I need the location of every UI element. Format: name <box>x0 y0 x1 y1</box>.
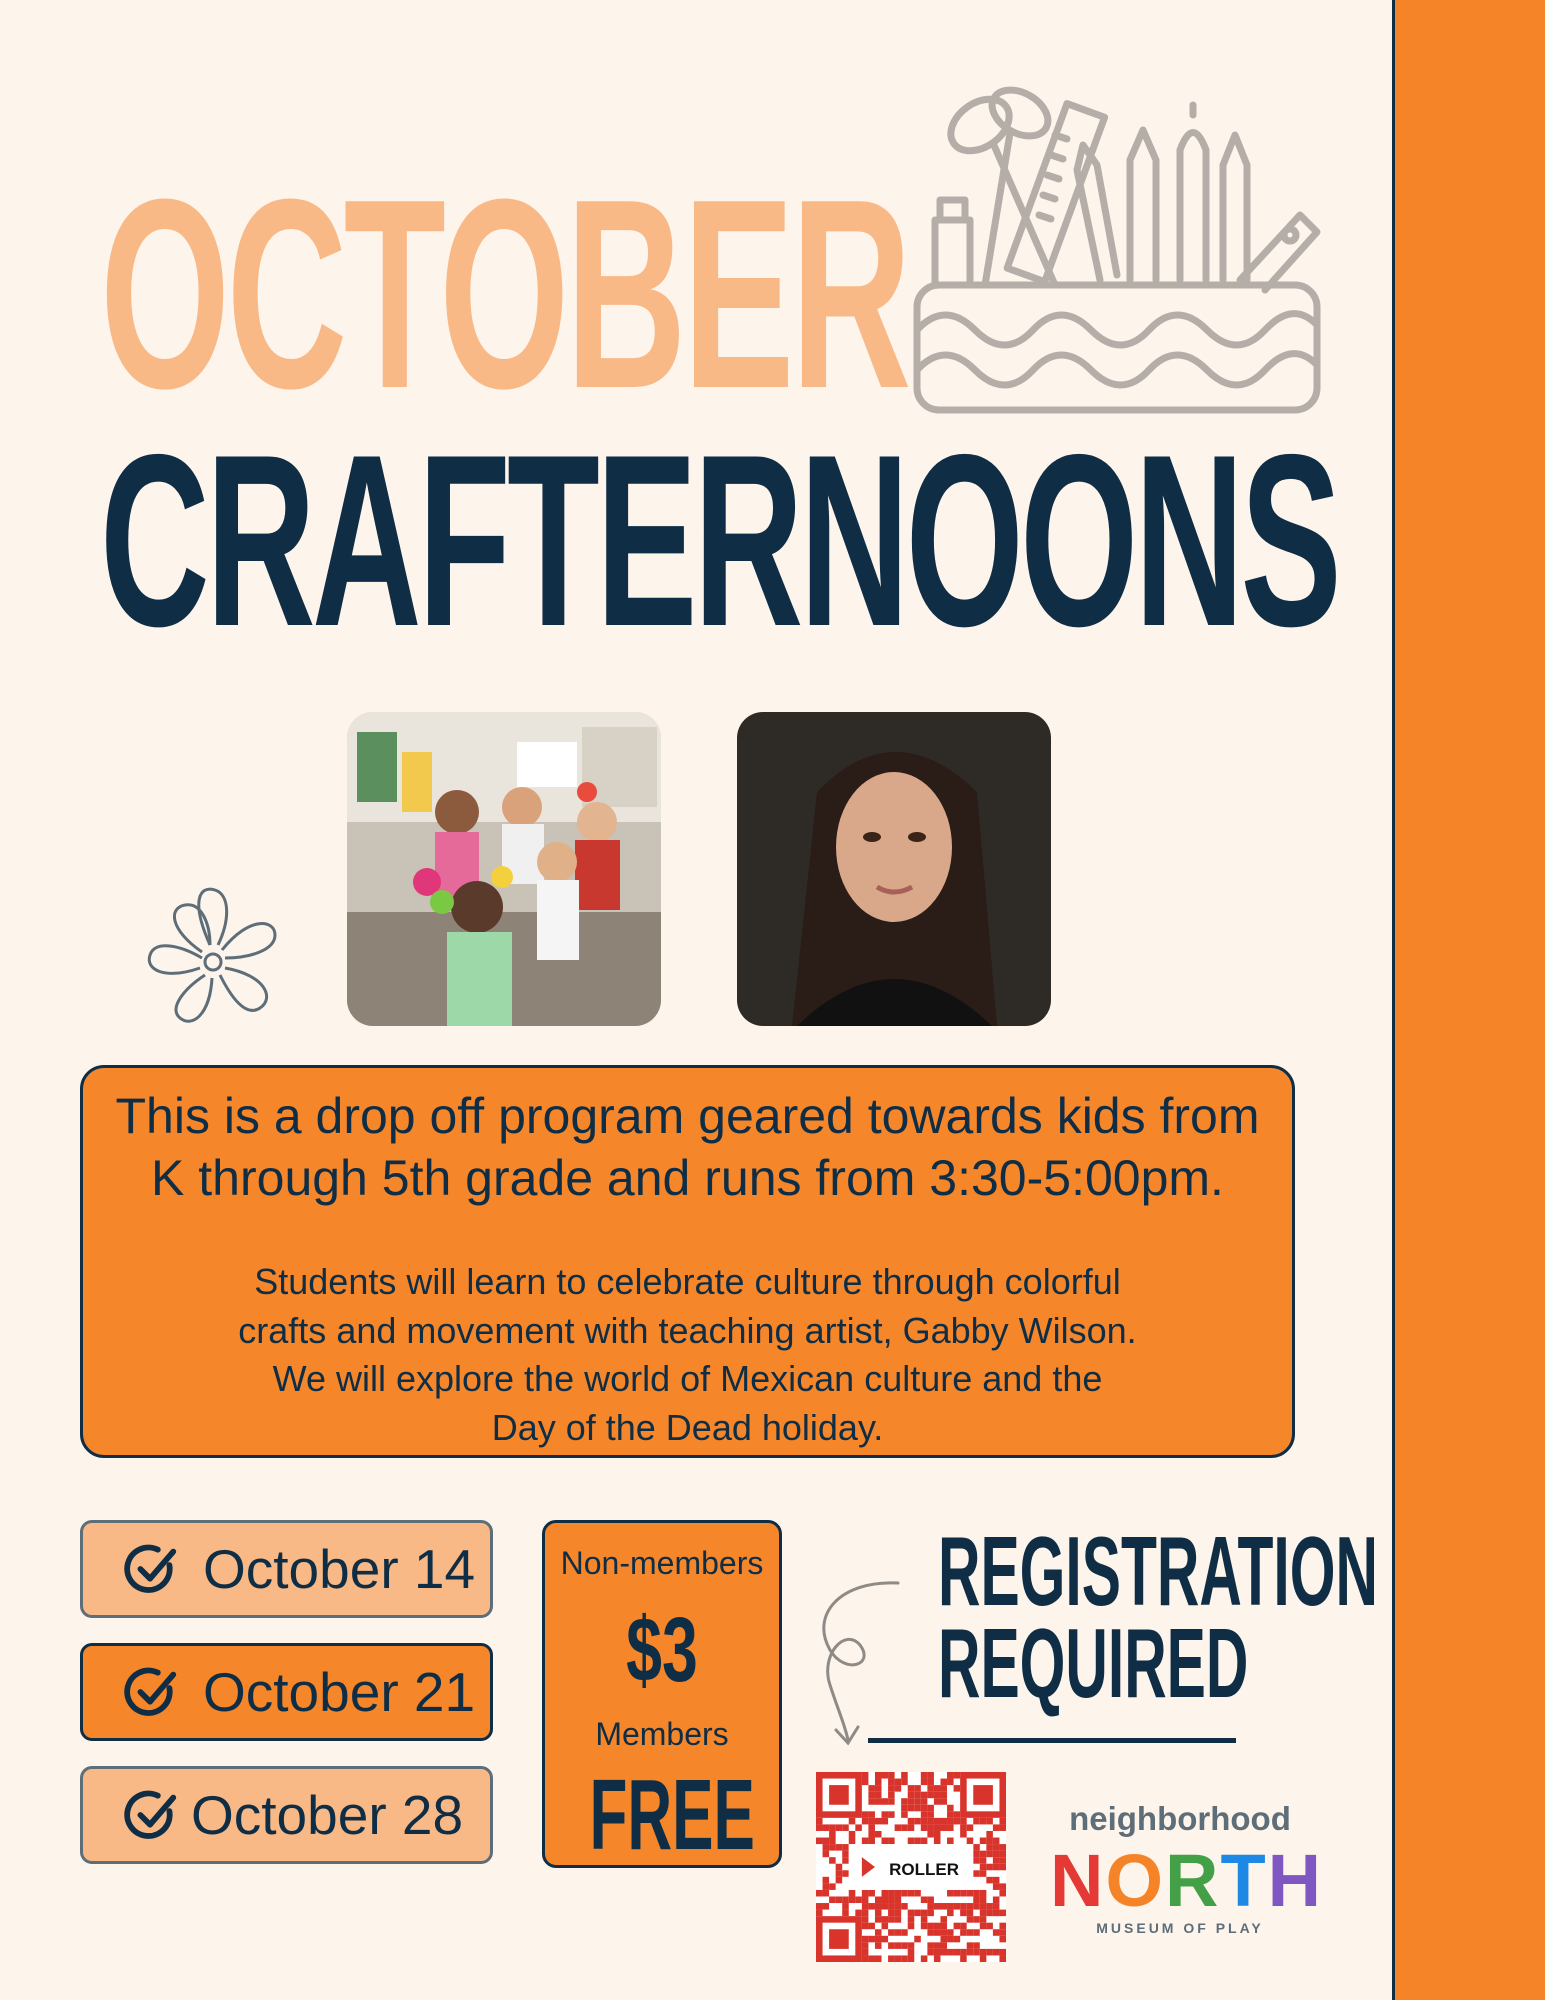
description-main-line1: This is a drop off program geared towards kids from <box>115 1088 1260 1144</box>
title-crafternoons: CRAFTERNOONS <box>100 403 1339 677</box>
qr-code-icon[interactable] <box>816 1772 1006 1962</box>
date-label: October 21 <box>203 1661 476 1723</box>
description-detail-line3: We will explore the world of Mexican culture and the <box>272 1358 1103 1399</box>
description-detail-line2: crafts and movement with teaching artist, Gabby Wilson. <box>238 1309 1137 1351</box>
registration-line1: REGISTRATION <box>938 1516 1378 1626</box>
neighborhood-north-logo <box>1050 1800 1324 1940</box>
description-main-line2: K through 5th grade and runs from 3:30-5:00pm. <box>151 1150 1224 1206</box>
logo-letter: N <box>1050 1839 1106 1922</box>
date-october-14 <box>80 1520 493 1618</box>
description-detail-line1: Students will learn to celebrate culture through colorful <box>254 1261 1121 1302</box>
checkmark-circle-icon <box>123 1540 181 1598</box>
pricing-box <box>542 1520 782 1871</box>
registration-line2: REQUIRED <box>938 1608 1249 1718</box>
description-detail-line4: Day of the Dead holiday. <box>491 1406 884 1448</box>
logo-top-text: neighborhood <box>1069 1800 1291 1837</box>
registration-required-heading <box>938 1516 1378 1718</box>
logo-letter: T <box>1220 1839 1268 1922</box>
nonmembers-price: $3 <box>626 1599 698 1701</box>
date-october-21 <box>80 1643 493 1741</box>
program-description <box>80 1065 1295 1458</box>
logo-letter: R <box>1165 1839 1221 1922</box>
members-label: Members <box>595 1716 729 1752</box>
checkmark-circle-icon <box>123 1786 181 1844</box>
title-october: OCTOBER <box>100 144 908 445</box>
artist-portrait-photo <box>737 712 1051 1026</box>
date-october-28 <box>80 1766 493 1864</box>
logo-letter: H <box>1267 1839 1324 1922</box>
curly-arrow-icon <box>800 1575 900 1750</box>
flower-doodle-icon <box>130 880 295 1030</box>
registration-underline <box>868 1738 1236 1743</box>
craft-supplies-icon <box>905 85 1330 435</box>
nonmembers-label: Non-members <box>560 1545 764 1581</box>
logo-bottom-text: MUSEUM OF PLAY <box>1096 1920 1264 1936</box>
checkmark-circle-icon <box>123 1663 181 1721</box>
logo-letter: O <box>1105 1839 1166 1922</box>
qr-badge-text: ROLLER <box>889 1859 960 1879</box>
side-stripe <box>1392 0 1545 2000</box>
date-label: October 28 <box>191 1784 464 1846</box>
logo-north-text <box>1050 1838 1324 1923</box>
members-price: FREE <box>589 1759 755 1871</box>
date-label: October 14 <box>203 1538 476 1600</box>
kids-photo <box>347 712 661 1026</box>
